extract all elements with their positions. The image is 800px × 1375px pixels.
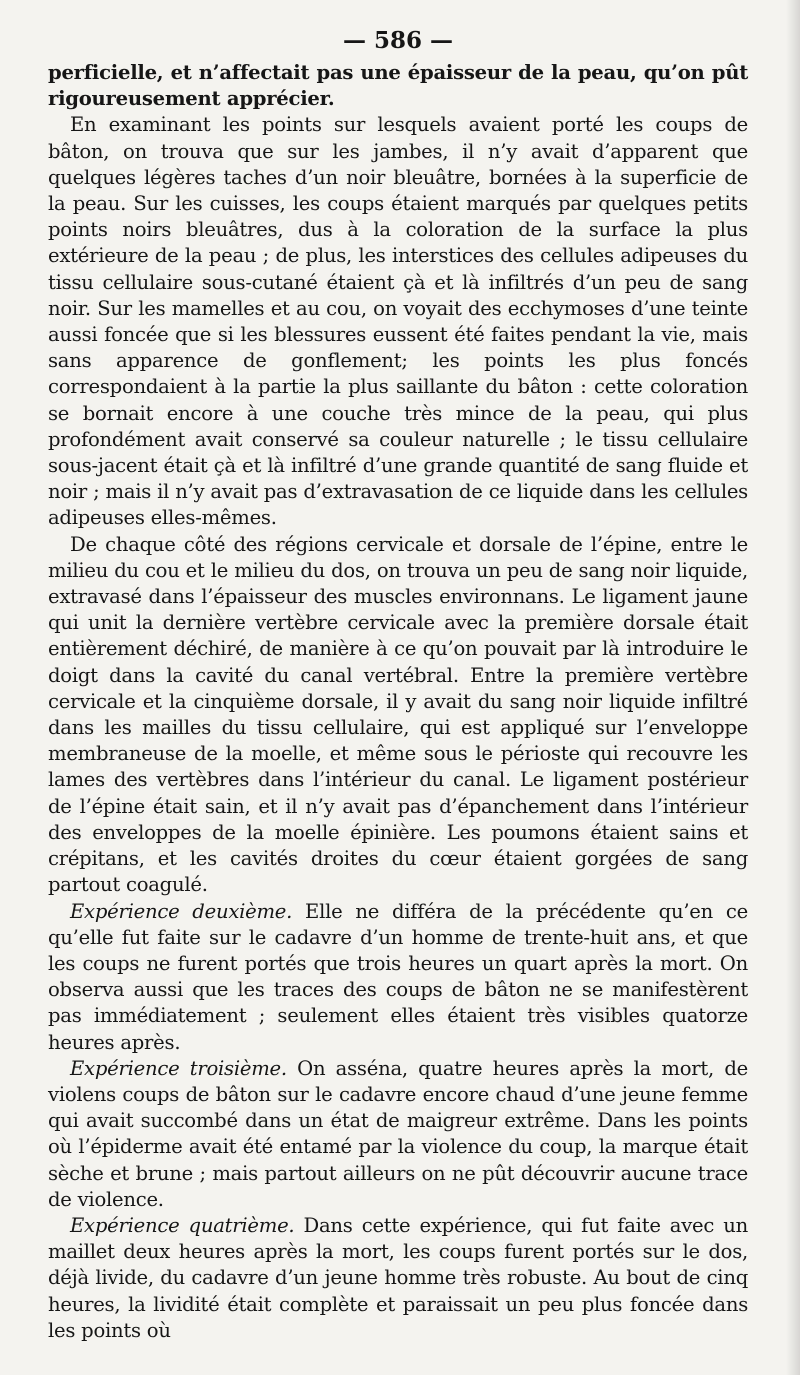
paragraph-text: Elle ne différa de la précédente qu’en ce qu’elle fut faite sur le cadavre d’un homme de trente-huit ans, et que les coups ne furent portés que trois heures un quart après la mort. On observa aussi que les traces des coups de bâton ne se manifestèrent pas immédiatement ; seulement elles étaient très visibles quatorze heures après. [48,899,748,1054]
paragraph-experiment-2 [48,899,748,1056]
body-text [48,60,748,1344]
paragraph-continued [48,60,748,112]
experiment-label: Expérience quatrième. [70,1213,295,1237]
experiment-label: Expérience troisième. [70,1056,287,1080]
paragraph-text: Dans cette expérience, qui fut faite avec un maillet deux heures après la mort, les coups furent portés sur le dos, déjà livide, du cadavre d’un jeune homme très robuste. Au bout de cinq heures, la lividité était complète et paraissait un peu plus foncée dans les points où [48,1213,748,1342]
paragraph [48,532,748,899]
page-number: — 586 — [342,27,454,54]
paragraph-experiment-4 [48,1213,748,1344]
paragraph-experiment-3 [48,1056,748,1213]
paragraph-text: De chaque côté des régions cervicale et dorsale de l’épine, entre le milieu du cou et le milieu du dos, on trouva un peu de sang noir liquide, extravasé dans l’épaisseur des muscles environnans. Le ligament jaune qui unit la dernière vertèbre cervicale avec la première dorsale était entièrement déchiré, de manière à ce qu’on pouvait par là introduire le doigt dans la cavité du canal vertébral. Entre la première vertèbre cervicale et la cinquième dorsale, il y avait du sang noir liquide infiltré dans les mailles du tissu cellulaire, qui est appliqué sur l’enveloppe membraneuse de la moelle, et même sous le périoste qui recouvre les lames des vertèbres dans l’intérieur du canal. Le ligament postérieur de l’épine était sain, et il n’y avait pas d’épanchement dans l’intérieur des enveloppes de la moelle épinière. Les poumons étaient sains et crépitans, et les cavités droites du cœur étaient gorgées de sang partout coagulé. [48,532,748,897]
paragraph [48,112,748,531]
paragraph-text: perficielle, et n’affectait pas une épaisseur de la peau, qu’on pût rigoureusement apprécier. [48,61,748,111]
paragraph-text: En examinant les points sur lesquels avaient porté les coups de bâton, on trouva que sur les jambes, il n’y avait d’apparent que quelques légères taches d’un noir bleuâtre, bornées à la superficie de la peau. Sur les cuisses, les coups étaient marqués par quelques petits points noirs bleuâtres, dus à la coloration de la surface la plus extérieure de la peau ; de plus, les interstices des cellules adipeuses du tissu cellulaire sous-cutané étaient çà et là infiltrés d’un peu de sang noir. Sur les mamelles et au cou, on voyait des ecchymoses d’une teinte aussi foncée que si les blessures eussent été faites pendant la vie, mais sans apparence de gonflement; les points les plus foncés correspondaient à la partie la plus saillante du bâton : cette coloration se bornait encore à une couche très mince de la peau, qui plus profondément avait conservé sa couleur naturelle ; le tissu cellulaire sous-jacent était çà et là infiltré d’une grande quantité de sang fluide et noir ; mais il n’y avait pas d’extravasation de ce liquide dans les cellules adipeuses elles-mêmes. [48,113,748,530]
experiment-label: Expérience deuxième. [70,899,293,923]
paragraph-text: On asséna, quatre heures après la mort, de violens coups de bâton sur le cadavre encore chaud d’une jeune femme qui avait succombé dans un état de maigreur extrême. Dans les points où l’épiderme avait été entamé par la violence du coup, la marque était sèche et brune ; mais partout ailleurs on ne pût découvrir aucune trace de violence. [48,1056,748,1211]
